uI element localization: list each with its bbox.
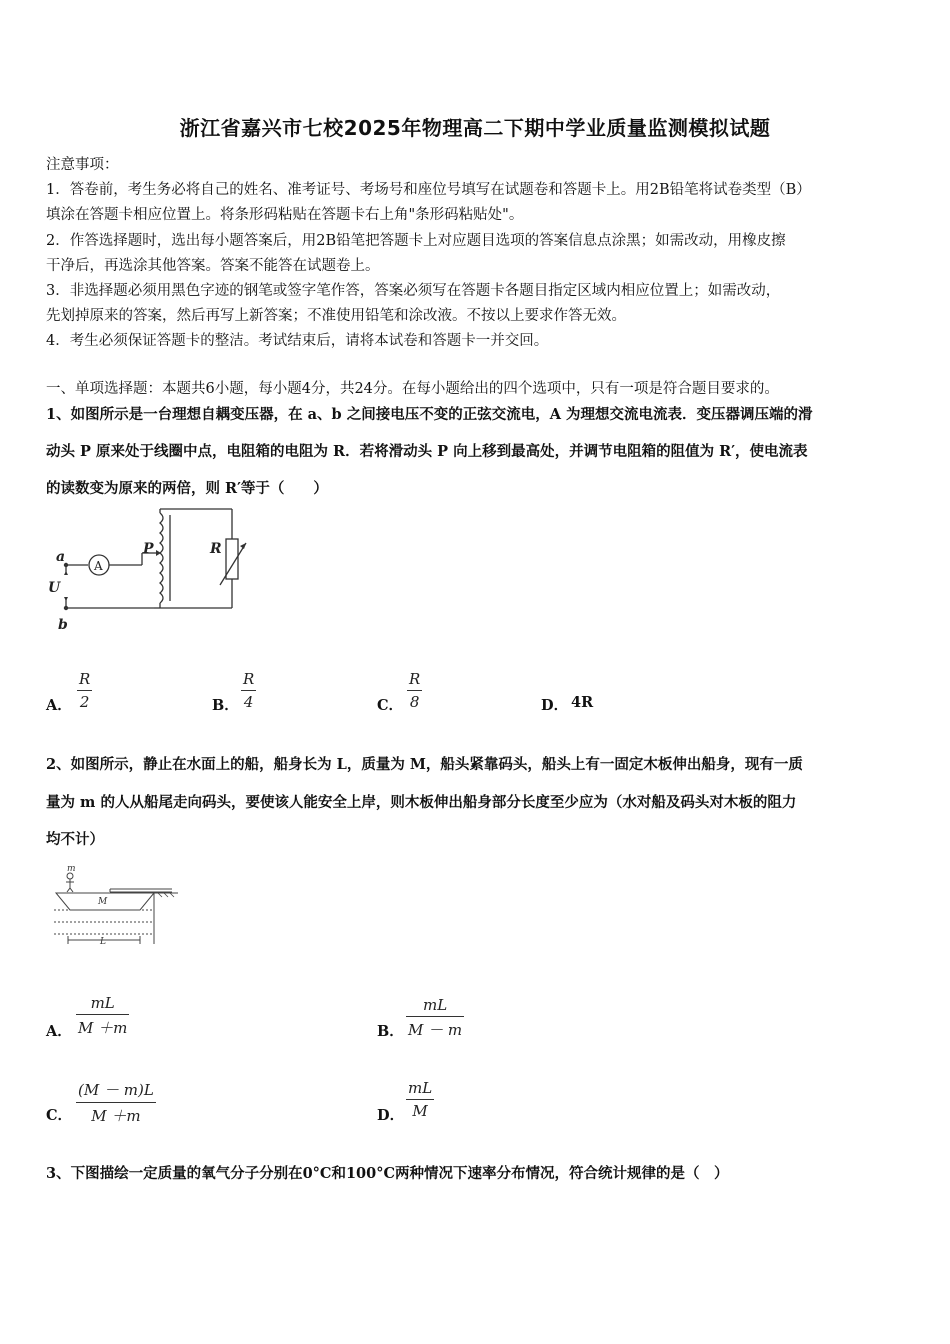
q2-option-b-label: B． [377, 1023, 404, 1040]
notice-line: 2．作答选择题时，选出每小题答案后，用2B铅笔把答题卡上对应题目选项的答案信息点涂黑；如需改动，用橡皮擦 [46, 233, 786, 249]
q1-option-d-text: 4R [571, 694, 594, 711]
q1-option-c-numerator: R [409, 670, 421, 688]
q2-option-c-label: C． [46, 1107, 73, 1124]
page-title: 浙江省嘉兴市七校2025年物理高二下期中学业质量监测模拟试题 [179, 116, 771, 140]
notice-line: 3．非选择题必须用黑色字迹的钢笔或签字笔作答，答案必须写在答题卡各题目指定区域内相应位置上；如需改动， [46, 283, 781, 299]
q2-line: 均不计） [46, 831, 104, 848]
label-M: M [98, 897, 108, 907]
boat-dock-figure [50, 864, 180, 954]
notice-line: 1．答卷前，考生务必将自己的姓名、准考证号、考场号和座位号填写在试题卷和答题卡上。用2B铅笔将试卷类型（B） [46, 182, 811, 198]
q1-option-b-numerator: R [243, 670, 255, 688]
q2-option-a-numerator: mL [90, 994, 115, 1012]
q2-line: 2、如图所示，静止在水面上的船，船身长为 L，质量为 M，船头紧靠码头，船头上有一固定木板伸出船身，现有一质 [46, 756, 803, 773]
q1-option-c-denominator: 8 [409, 693, 420, 711]
q1-option-a-label: A． [46, 697, 72, 714]
label-m: m [67, 864, 76, 874]
q2-option-d-fraction [406, 1079, 434, 1120]
transformer-circuit-figure [44, 505, 254, 635]
q1-option-c-label: C． [377, 697, 404, 714]
q2-option-b-denominator: M － m [408, 1021, 463, 1039]
q2-option-d-denominator: M [412, 1102, 428, 1120]
q2-option-a-denominator: M ＋m [78, 1019, 128, 1037]
label-U: U [48, 580, 61, 596]
label-P: P [143, 541, 154, 557]
q1-option-d-label: D． [541, 697, 569, 714]
q2-option-d-numerator: mL [408, 1079, 433, 1097]
q1-line: 动头 P 原来处于线圈中点，电阻箱的电阻为 R．若将滑动头 P 向上移到最高处，并调节电阻箱的阻值为 R′，使电流表 [46, 443, 808, 460]
q2-line: 量为 m 的人从船尾走向码头，要使该人能安全上岸，则木板伸出船身部分长度至少应为（水对船及码头对木板的阻力 [46, 794, 797, 811]
label-R: R [210, 541, 222, 557]
q1-line: 1、如图所示是一台理想自耦变压器，在 a、b 之间接电压不变的正弦交流电，A 为理想交流电流表．变压器调压端的滑 [46, 406, 813, 423]
section-heading: 一、单项选择题：本题共6小题，每小题4分，共24分。在每小题给出的四个选项中，只有一项是符合题目要求的。 [46, 381, 779, 397]
notice-line: 干净后，再选涂其他答案。答案不能答在试题卷上。 [46, 258, 380, 274]
notice-line: 先划掉原来的答案，然后再写上新答案；不准使用铅笔和涂改液。不按以上要求作答无效。 [46, 308, 626, 324]
q2-option-a-fraction [76, 994, 129, 1038]
q1-option-a-fraction [77, 670, 92, 711]
notice-heading: 注意事项： [46, 157, 119, 173]
q1-option-b-denominator: 4 [243, 693, 254, 711]
notice-line: 填涂在答题卡相应位置上。将条形码粘贴在答题卡右上角"条形码粘贴处"。 [46, 207, 524, 223]
q2-option-b-numerator: mL [422, 996, 448, 1014]
ammeter-icon: A [94, 559, 103, 573]
q1-option-a-denominator: 2 [79, 693, 90, 711]
q3-text: 3、下图描绘一定质量的氧气分子分别在0°C和100°C两种情况下速率分布情况，符合统计规律的是（ ） [46, 1165, 729, 1182]
q1-option-c-fraction [407, 670, 422, 711]
q2-option-b-fraction [406, 996, 464, 1040]
q1-option-b-label: B． [212, 697, 239, 714]
q2-option-c-denominator: M ＋m [91, 1107, 141, 1125]
q2-option-c-numerator: (M － m)L [78, 1081, 154, 1099]
label-b: b [58, 617, 68, 633]
notice-line: 4．考生必须保证答题卡的整洁。考试结束后，请将本试卷和答题卡一并交回。 [46, 333, 549, 349]
label-a: a [56, 549, 66, 565]
q1-option-b-fraction [241, 670, 256, 711]
q2-option-d-label: D． [377, 1107, 405, 1124]
q1-option-a-numerator: R [79, 670, 91, 688]
q2-option-c-fraction [76, 1079, 156, 1126]
q1-line: 的读数变为原来的两倍，则 R′等于（ ） [46, 480, 328, 497]
q2-option-a-label: A． [46, 1023, 72, 1040]
label-L: L [100, 937, 106, 947]
